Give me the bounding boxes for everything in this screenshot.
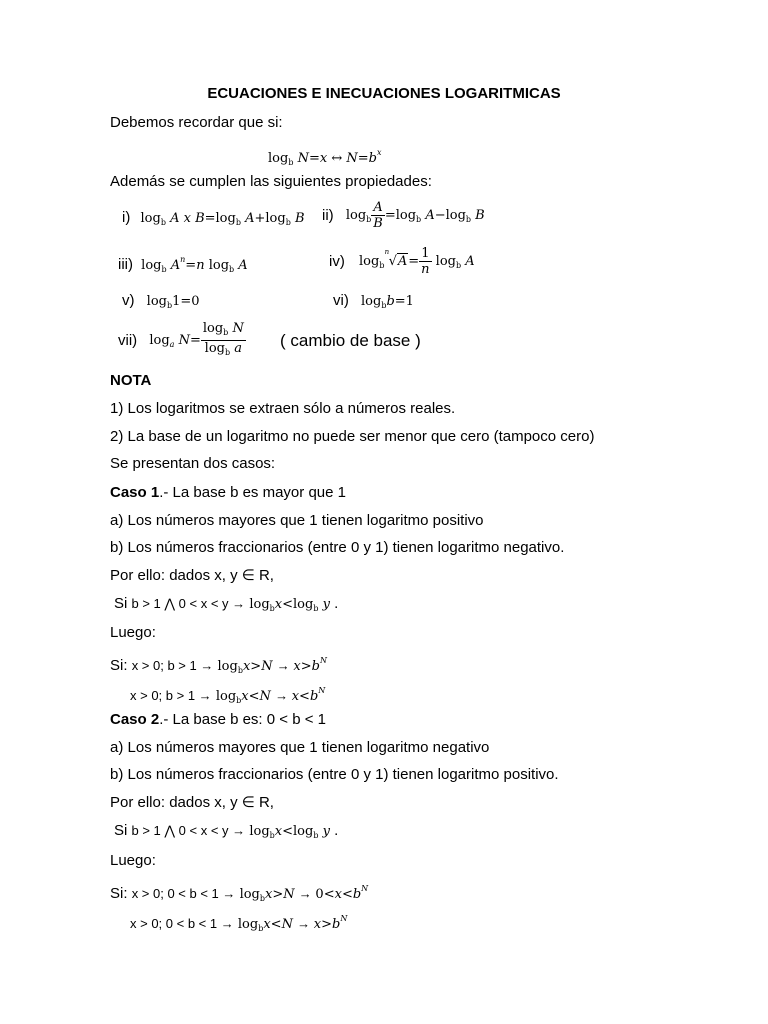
caso1-condition: Si b > 1 ⋀ $0 < x < y \to \log_bx<\log_b$ y . [114, 595, 339, 613]
property-vi-label: vi) [333, 292, 349, 309]
caso1-label: Caso 1 [110, 484, 160, 501]
property-ii: ii) $\log_b$ $\frac{A}{B}$ $=\log_b$ $A-\log_b$ B [322, 200, 485, 231]
caso1-rule-1: Si: x > 0; $b > 1 \to \log_bx>N \to x>b^N$ [110, 656, 327, 675]
caso1-rule-2-cond: x > 0; b > 1 → [130, 688, 212, 703]
caso1-heading [110, 484, 346, 502]
caso2-rule-2: x > 0; $0 < b < 1 \to \log_bx<N \to x>b^N$ [130, 914, 348, 933]
property-vii: vii) $\log_a N=$ $\frac{\log_b N}{\log_b a}$ ( cambio de base ) [118, 321, 421, 357]
caso2-luego: Luego: [110, 852, 156, 869]
caso2-condition: Si b > 1 ⋀ $0 < x < y \to \log_bx<\log_b$ y . [114, 822, 339, 840]
caso2-rule-1: Si: x > 0; $0 < b < 1 \to \log_bx>N \to 0<x<b^N$ [110, 884, 369, 903]
intro-text: Debemos recordar que si: [110, 114, 283, 131]
caso1-cond-text: b > 1 ⋀ 0 < x < y → [131, 596, 246, 611]
caso2-heading [110, 711, 326, 729]
caso1-por-ello: Por ello: dados x, y ∈ R, [110, 567, 274, 584]
caso2-rule-1-cond: x > 0; 0 < b < 1 → [131, 886, 236, 901]
caso1-luego: Luego: [110, 624, 156, 641]
caso2-si2: Si: [110, 885, 128, 902]
definition-formula: $\log_b N=x$ ↔ $N=b^x$ [268, 148, 382, 167]
property-iii-label: iii) [118, 256, 133, 273]
property-iv-label: iv) [329, 253, 345, 270]
caso2-rule-2-cond: x > 0; 0 < b < 1 → [130, 916, 234, 931]
nota-item-1: 1) Los logaritmos se extraen sólo a números reales. [110, 400, 456, 417]
change-of-base-note: ( cambio de base ) [279, 330, 421, 350]
property-i: i) $\log_b A$ x $B=\log_b$ $A+\log_b$ B [122, 209, 305, 227]
nota-heading: NOTA [110, 372, 152, 389]
caso1-description: .- La base b es mayor que 1 [159, 484, 346, 501]
caso2-description: .- La base b es: 0 < b < 1 [159, 711, 326, 728]
casos-intro: Se presentan dos casos: [110, 455, 276, 472]
caso2-por-ello: Por ello: dados x, y ∈ R, [110, 794, 274, 811]
page-title: ECUACIONES E INECUACIONES LOGARITMICAS [207, 85, 561, 102]
caso1-rule-2: x > 0; $b > 1 \to \log_bx<N \to x<b^N$ [130, 686, 326, 705]
caso2-si: Si [114, 822, 128, 839]
caso1-point-b: b) Los números fraccionarios (entre 0 y 1) tienen logaritmo negativo. [110, 539, 565, 556]
property-v-label: v) [122, 292, 135, 309]
property-iii: iii) $\log_b A^n=n$ $\log_b A$ [118, 255, 248, 274]
property-vi: vi) $\log_bb=1$ [333, 292, 414, 310]
caso1-rule-1-cond: x > 0; b > 1 → [131, 658, 214, 673]
caso2-point-a: a) Los números mayores que 1 tienen logaritmo negativo [110, 739, 490, 756]
caso1-si: Si [114, 595, 128, 612]
property-v: v) $\log_b1=0$ [122, 292, 200, 310]
caso2-label: Caso 2 [110, 711, 160, 728]
property-vii-label: vii) [118, 332, 138, 349]
property-ii-label: ii) [322, 207, 334, 224]
property-i-label: i) [122, 209, 131, 226]
caso2-point-b: b) Los números fraccionarios (entre 0 y 1) tienen logaritmo positivo. [110, 766, 559, 783]
nota-item-2: 2) La base de un logaritmo no puede ser menor que cero (tampoco cero) [110, 428, 595, 445]
caso1-si2: Si: [110, 657, 128, 674]
caso1-point-a: a) Los números mayores que 1 tienen logaritmo positivo [110, 512, 484, 529]
property-iv: iv) $\log_b$ n √A= $\frac{1}{n}$ $\log_b A$ [329, 246, 475, 277]
properties-intro: Además se cumplen las siguientes propiedades: [110, 173, 432, 190]
caso2-cond-text: b > 1 ⋀ 0 < x < y → [131, 823, 246, 838]
